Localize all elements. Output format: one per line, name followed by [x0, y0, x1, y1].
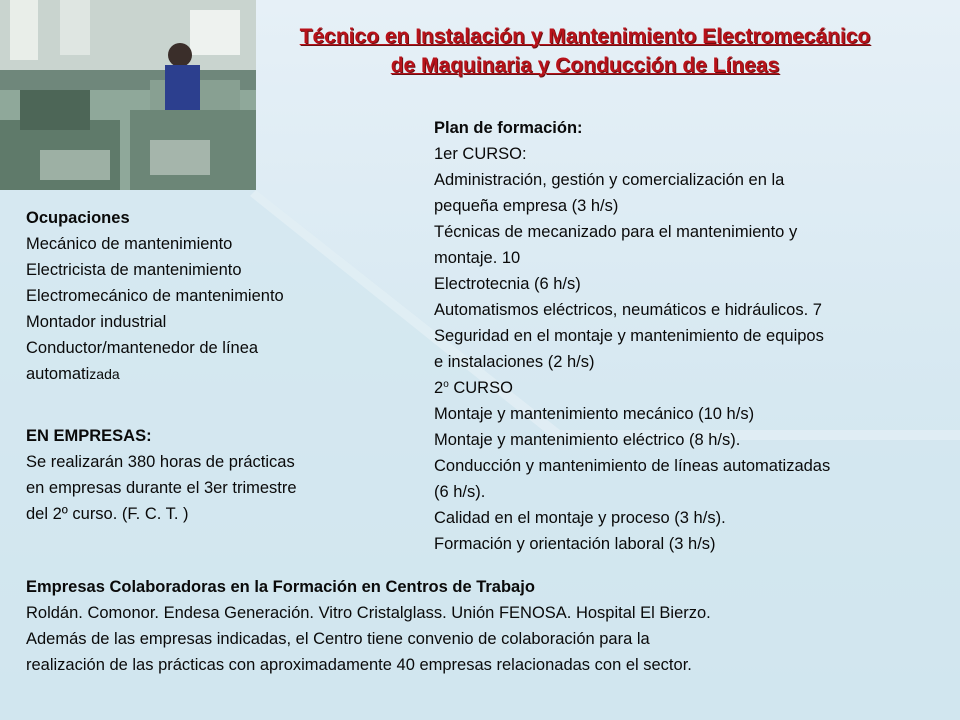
plan-line: Seguridad en el montaje y mantenimiento de equipos — [434, 327, 824, 345]
en-empresas-heading: EN EMPRESAS: — [26, 427, 152, 445]
en-empresas-section — [26, 423, 297, 527]
title-line-1: Técnico en Instalación y Mantenimiento Electromecánico — [299, 25, 871, 48]
plan-line: Montaje y mantenimiento eléctrico (8 h/s). — [434, 431, 741, 449]
ocupacion-last-small: zada — [89, 366, 120, 382]
second-course-ordinal: o — [443, 379, 449, 390]
ocupacion-last-main: automati — [26, 365, 90, 383]
plan-line: montaje. 10 — [434, 249, 521, 267]
ocupaciones-section — [26, 205, 284, 387]
plan-line: Automatismos eléctricos, neumáticos e hidráulicos. 7 — [434, 301, 822, 319]
plan-section — [434, 115, 830, 557]
colaboradoras-heading: Empresas Colaboradoras en la Formación en Centros de Trabajo — [26, 578, 535, 596]
colaboradoras-section — [26, 574, 711, 678]
ocupaciones-heading: Ocupaciones — [26, 209, 130, 227]
second-course-heading — [434, 375, 830, 401]
plan-line: Técnicas de mecanizado para el mantenimiento y — [434, 223, 798, 241]
colaboradoras-line: Roldán. Comonor. Endesa Generación. Vitro Cristalglass. Unión FENOSA. Hospital El Bierzo. — [26, 604, 711, 622]
plan-line: Montaje y mantenimiento mecánico (10 h/s) — [434, 405, 755, 423]
en-empresas-line: Se realizarán 380 horas de prácticas — [26, 453, 295, 471]
en-empresas-line: en empresas durante el 3er trimestre — [26, 479, 297, 497]
colaboradoras-line: Además de las empresas indicadas, el Centro tiene convenio de colaboración para la — [26, 630, 650, 648]
ocupacion-item: Mecánico de mantenimiento — [26, 235, 233, 253]
page-title — [215, 22, 955, 80]
colaboradoras-line: realización de las prácticas con aproximadamente 40 empresas relacionadas con el sector. — [26, 656, 692, 674]
plan-line: e instalaciones (2 h/s) — [434, 353, 595, 371]
ocupacion-item: Montador industrial — [26, 313, 167, 331]
second-course-number: 2 — [434, 379, 444, 397]
ocupacion-item: Electromecánico de mantenimiento — [26, 287, 284, 305]
ocupacion-item: Electricista de mantenimiento — [26, 261, 242, 279]
plan-line: Formación y orientación laboral (3 h/s) — [434, 535, 716, 553]
plan-line: Administración, gestión y comercialización en la — [434, 171, 785, 189]
plan-line: Conducción y mantenimiento de líneas automatizadas — [434, 457, 831, 475]
plan-line: Calidad en el montaje y proceso (3 h/s). — [434, 509, 726, 527]
en-empresas-line: del 2º curso. (F. C. T. ) — [26, 505, 189, 523]
title-line-2: de Maquinaria y Conducción de Líneas — [390, 54, 780, 77]
plan-heading: Plan de formación: — [434, 119, 583, 137]
plan-line: Electrotecnia (6 h/s) — [434, 275, 581, 293]
plan-line: pequeña empresa (3 h/s) — [434, 197, 619, 215]
plan-line: 1er CURSO: — [434, 145, 527, 163]
second-course-label: CURSO — [448, 379, 513, 397]
ocupacion-item — [26, 361, 284, 387]
plan-line: (6 h/s). — [434, 483, 486, 501]
ocupacion-item: Conductor/mantenedor de línea — [26, 339, 259, 357]
